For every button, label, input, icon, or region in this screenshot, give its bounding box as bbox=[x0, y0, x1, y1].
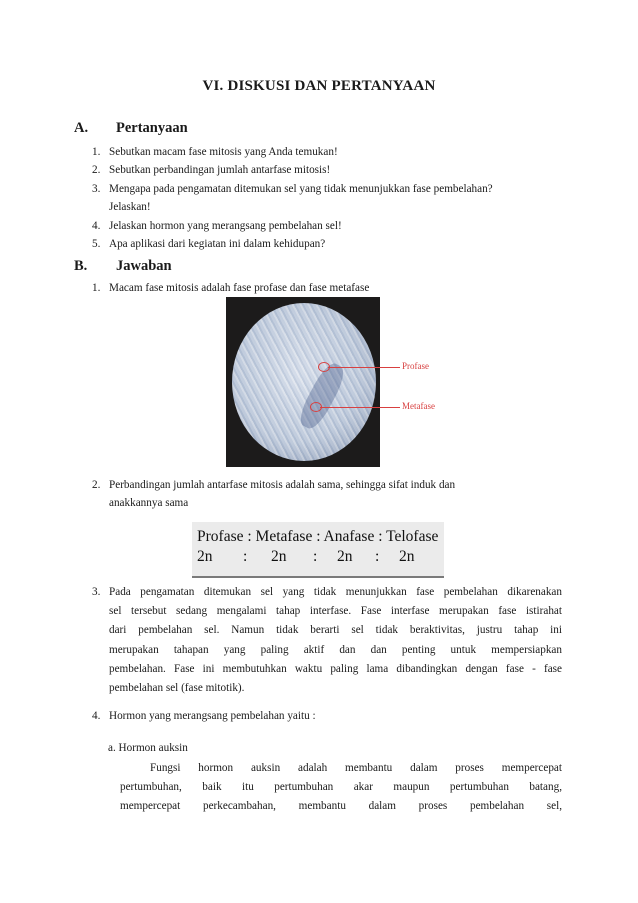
answer-number: 1. bbox=[92, 282, 101, 294]
paragraph-line: Pada pengamatan ditemukan sel yang tidak menunjukkan fase pembelahan dikarenakan bbox=[109, 586, 562, 598]
ratio-separator: : bbox=[243, 548, 248, 565]
section-b-title: Jawaban bbox=[116, 258, 172, 274]
answer-number: 2. bbox=[92, 479, 101, 491]
question-text: Apa aplikasi dari kegiatan ini dalam kehidupan? bbox=[109, 238, 326, 251]
ratio-value: 2n bbox=[271, 548, 287, 565]
paragraph-line: mempercepat perkecambahan, membantu dalam proses pembelahan sel, bbox=[120, 800, 562, 813]
paragraph-line: dari pembelahan sel. Namun tidak berarti sel tidak beraktivitas, justru tahap ini bbox=[109, 624, 562, 637]
chapter-title: VI. DISKUSI DAN PERTANYAAN bbox=[202, 78, 436, 94]
answer-4a-paragraph bbox=[120, 759, 562, 817]
paragraph-line: pembelahan. Fase ini membutuhkan waktu paling lama dibandingkan dengan fase - fase bbox=[109, 662, 562, 675]
question-number: 1. bbox=[92, 146, 101, 158]
answer-text: Hormon yang merangsang pembelahan yaitu : bbox=[109, 710, 316, 722]
ratio-value: 2n bbox=[337, 548, 353, 565]
question-item bbox=[92, 180, 572, 217]
ratio-value: 2n bbox=[399, 548, 415, 565]
question-number: 4. bbox=[92, 219, 101, 232]
question-number: 2. bbox=[92, 164, 101, 177]
answer-text: Macam fase mitosis adalah fase profase dan fase metafase bbox=[109, 282, 370, 294]
question-text: Jelaskan hormon yang merangsang pembelahan sel! bbox=[109, 219, 342, 232]
question-item bbox=[92, 161, 572, 179]
question-number: 3. bbox=[92, 182, 101, 195]
question-item bbox=[92, 217, 572, 235]
ratio-separator: : bbox=[375, 548, 380, 565]
section-b-letter: B. bbox=[74, 258, 88, 274]
question-text: Sebutkan perbandingan jumlah antarfase mitosis! bbox=[109, 164, 331, 177]
profase-leader-line bbox=[328, 367, 400, 368]
metafase-leader-line bbox=[320, 407, 400, 408]
microscope-field bbox=[232, 303, 376, 461]
question-text-continued: Jelaskan! bbox=[109, 201, 151, 214]
micrograph-figure bbox=[226, 297, 446, 467]
section-a-title: Pertanyaan bbox=[116, 120, 188, 136]
answer-text-continued: anakkannya sama bbox=[109, 497, 189, 509]
question-item bbox=[92, 235, 572, 253]
micrograph-image bbox=[226, 297, 380, 467]
section-a-letter: A. bbox=[74, 120, 89, 136]
question-text: Mengapa pada pengamatan ditemukan sel yang tidak menunjukkan fase pembelahan? bbox=[109, 182, 493, 195]
paragraph-line: pertumbuhan, baik itu pertumbuhan akar maupun pertumbuhan batang, bbox=[120, 781, 562, 794]
answer-number: 3. bbox=[92, 586, 101, 598]
paragraph-line: merupakan tahapan yang paling aktif dan dan penting untuk mempersiapkan bbox=[109, 643, 562, 656]
phase-ratio-table bbox=[192, 522, 444, 578]
question-number: 5. bbox=[92, 238, 101, 251]
question-list bbox=[92, 143, 572, 253]
answer-number: 4. bbox=[92, 710, 101, 722]
ratio-separator: : bbox=[313, 548, 318, 565]
question-item bbox=[92, 143, 572, 161]
profase-label: Profase bbox=[402, 361, 429, 371]
metafase-label: Metafase bbox=[402, 401, 435, 411]
paragraph-line: sel tersebut sedang mengalami tahap interfase. Fase interfase merupakan fase istirahat bbox=[109, 605, 562, 618]
ratio-value: 2n bbox=[197, 548, 213, 565]
answer-3-paragraph bbox=[109, 583, 562, 698]
paragraph-line: pembelahan sel (fase mitotik). bbox=[109, 681, 245, 694]
ratio-table-header: Profase : Metafase : Anafase : Telofase bbox=[197, 528, 439, 545]
question-text: Sebutkan macam fase mitosis yang Anda temukan! bbox=[109, 146, 338, 158]
answer-text: Perbandingan jumlah antarfase mitosis adalah sama, sehingga sifat induk dan bbox=[109, 479, 456, 491]
answer-4a-heading: a. Hormon auksin bbox=[108, 742, 188, 754]
paragraph-line: Fungsi hormon auksin adalah membantu dalam proses mempercepat bbox=[150, 762, 562, 774]
